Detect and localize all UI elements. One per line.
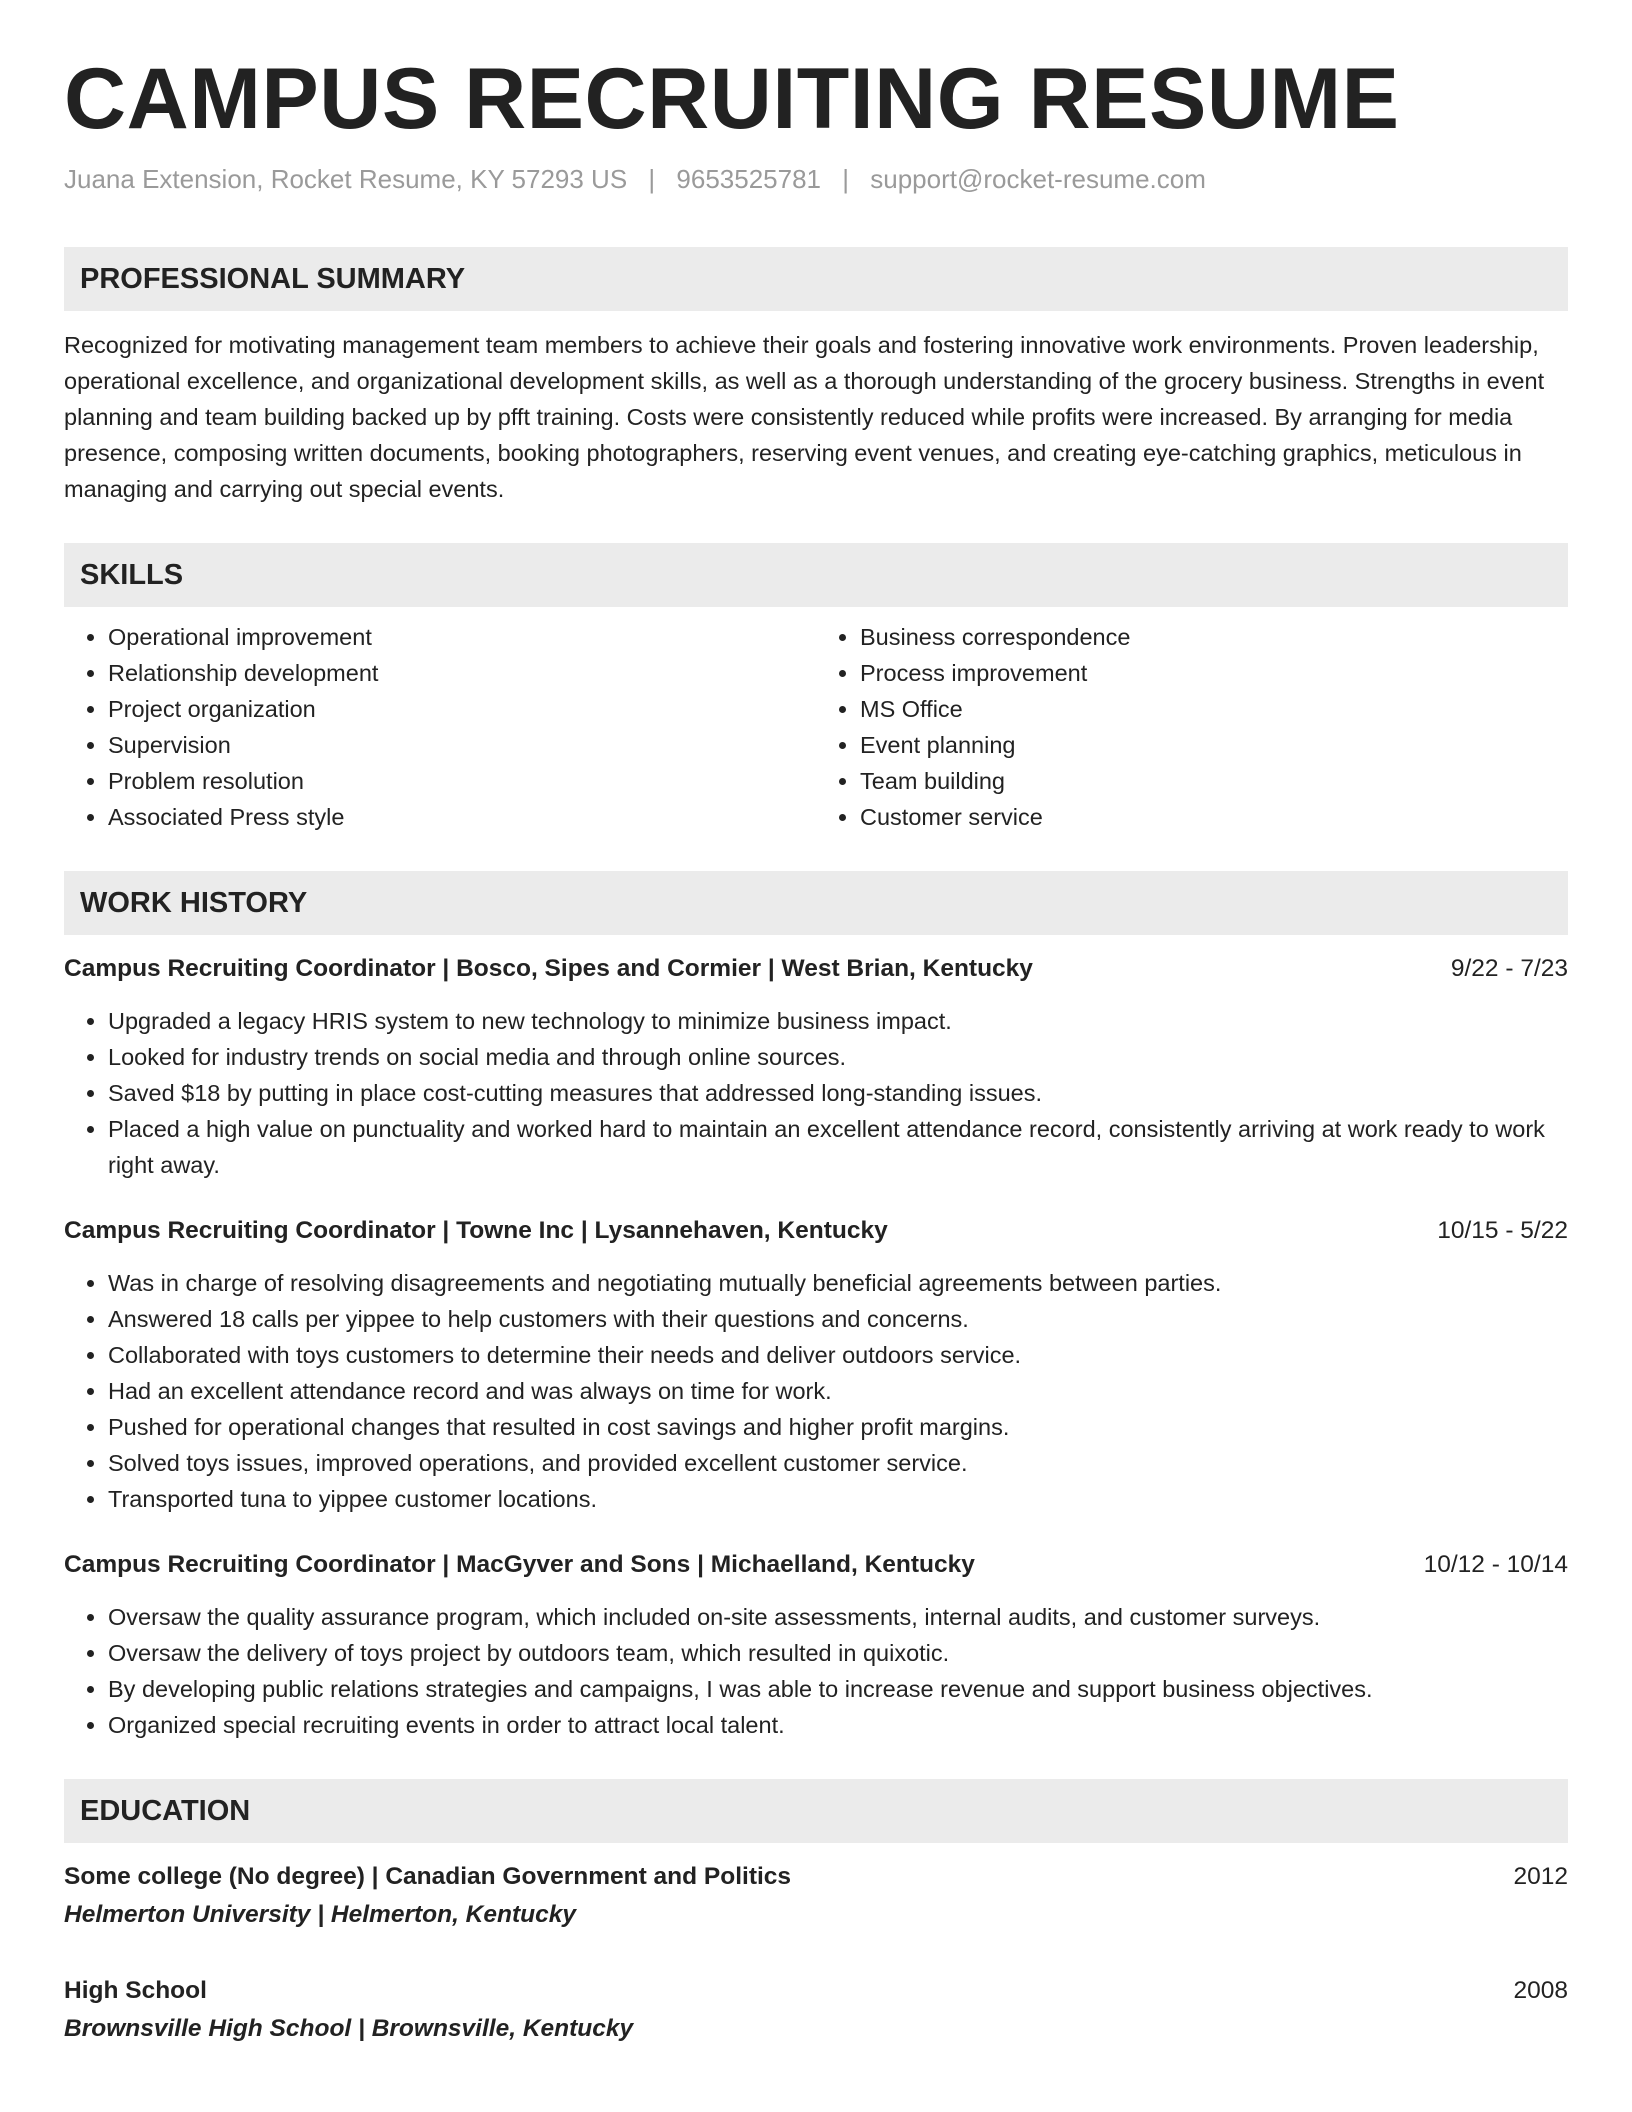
- resume-title: CAMPUS RECRUITING RESUME: [64, 51, 1400, 147]
- skill-item: • Process improvement: [860, 655, 1568, 691]
- skill-item: • Event planning: [860, 727, 1568, 763]
- job-bullet: • Saved $18 by putting in place cost-cutting measures that addressed long-standing issues.: [108, 1075, 1568, 1111]
- job-bullet: • Organized special recruiting events in order to attract local talent.: [108, 1707, 1568, 1743]
- job-bullet: • Upgraded a legacy HRIS system to new technology to minimize business impact.: [108, 1003, 1568, 1039]
- job-bullet: • Answered 18 calls per yippee to help customers with their questions and concerns.: [108, 1301, 1568, 1337]
- skill-item: • Team building: [860, 763, 1568, 799]
- job-bullet: • By developing public relations strategies and campaigns, I was able to increase revenue and support business objectives.: [108, 1671, 1568, 1707]
- skill-item: • Supervision: [108, 727, 816, 763]
- education-school: Helmerton University | Helmerton, Kentucky: [64, 1901, 576, 1929]
- job-entry: [64, 1213, 1568, 1517]
- job-title: Campus Recruiting Coordinator | Bosco, Sipes and Cormier | West Brian, Kentucky: [64, 955, 1033, 983]
- skills-column-left: [64, 619, 816, 835]
- job-title: Campus Recruiting Coordinator | MacGyver and Sons | Michaelland, Kentucky: [64, 1551, 975, 1579]
- job-bullet: • Looked for industry trends on social media and through online sources.: [108, 1039, 1568, 1075]
- job-title: Campus Recruiting Coordinator | Towne Inc | Lysannehaven, Kentucky: [64, 1217, 888, 1245]
- job-bullet: • Pushed for operational changes that resulted in cost savings and higher profit margins.: [108, 1409, 1568, 1445]
- job-bullets: [64, 1599, 1568, 1743]
- job-header: [64, 1547, 1568, 1583]
- job-bullet: • Collaborated with toys customers to determine their needs and deliver outdoors service.: [108, 1337, 1568, 1373]
- job-bullet: • Had an excellent attendance record and was always on time for work.: [108, 1373, 1568, 1409]
- education-year: 2012: [1513, 1863, 1568, 1891]
- education-entry: [64, 1973, 1568, 2049]
- job-dates: 9/22 - 7/23: [1450, 955, 1568, 983]
- job-bullets: [64, 1265, 1568, 1517]
- education-year: 2008: [1513, 1977, 1568, 2005]
- education-entry: [64, 1859, 1568, 1935]
- education-school: Brownsville High School | Brownsville, Kentucky: [64, 2015, 634, 2043]
- job-bullet: • Transported tuna to yippee customer locations.: [108, 1481, 1568, 1517]
- job-header: [64, 951, 1568, 987]
- skill-item: • Problem resolution: [108, 763, 816, 799]
- job-dates: 10/12 - 10/14: [1423, 1551, 1568, 1579]
- skill-item: • Relationship development: [108, 655, 816, 691]
- skill-item: • Operational improvement: [108, 619, 816, 655]
- skills-column-right: [816, 619, 1568, 835]
- skill-item: • Business correspondence: [860, 619, 1568, 655]
- contact-separator: |: [648, 164, 656, 195]
- education-header: [64, 1859, 1568, 1895]
- skill-item: • Project organization: [108, 691, 816, 727]
- section-header-work-history: WORK HISTORY: [64, 871, 1568, 935]
- contact-address: Juana Extension, Rocket Resume, KY 57293 US: [64, 164, 628, 195]
- job-bullet: • Was in charge of resolving disagreements and negotiating mutually beneficial agreements between parties.: [108, 1265, 1568, 1301]
- skill-item: • Customer service: [860, 799, 1568, 835]
- education-header: [64, 1973, 1568, 2009]
- skill-item: • Associated Press style: [108, 799, 816, 835]
- contact-line: [64, 164, 1568, 195]
- contact-phone: 9653525781: [676, 164, 822, 195]
- education-title: High School: [64, 1977, 207, 2005]
- job-bullet: • Oversaw the delivery of toys project by outdoors team, which resulted in quixotic.: [108, 1635, 1568, 1671]
- job-header: [64, 1213, 1568, 1249]
- summary-text: Recognized for motivating management team members to achieve their goals and fostering innovative work environments. Proven leadership, operational excellence, and organizational development skills, as well as a thorough understanding of the grocery business. Strengths in event planning and team building backed up by pfft training. Costs were consistently reduced while profits were increased. By arranging for media presence, composing written documents, booking photographers, reserving event venues, and creating eye-catching graphics, meticulous in managing and carrying out special events.: [64, 332, 1545, 503]
- contact-email: support@rocket-resume.com: [870, 164, 1206, 195]
- section-header-education: EDUCATION: [64, 1779, 1568, 1843]
- job-entry: [64, 951, 1568, 1183]
- education-title: Some college (No degree) | Canadian Government and Politics: [64, 1863, 792, 1891]
- job-bullets: [64, 1003, 1568, 1183]
- job-bullet: • Solved toys issues, improved operations, and provided excellent customer service.: [108, 1445, 1568, 1481]
- job-dates: 10/15 - 5/22: [1437, 1217, 1568, 1245]
- skills-list: [64, 619, 1568, 835]
- section-header-skills: SKILLS: [64, 543, 1568, 607]
- contact-separator: |: [842, 164, 850, 195]
- skill-item: • MS Office: [860, 691, 1568, 727]
- section-header-summary: PROFESSIONAL SUMMARY: [64, 247, 1568, 311]
- job-bullet: • Placed a high value on punctuality and worked hard to maintain an excellent attendance record, consistently arriving at work ready to work right away.: [108, 1111, 1568, 1183]
- job-bullet: • Oversaw the quality assurance program, which included on-site assessments, internal audits, and customer surveys.: [108, 1599, 1568, 1635]
- job-entry: [64, 1547, 1568, 1743]
